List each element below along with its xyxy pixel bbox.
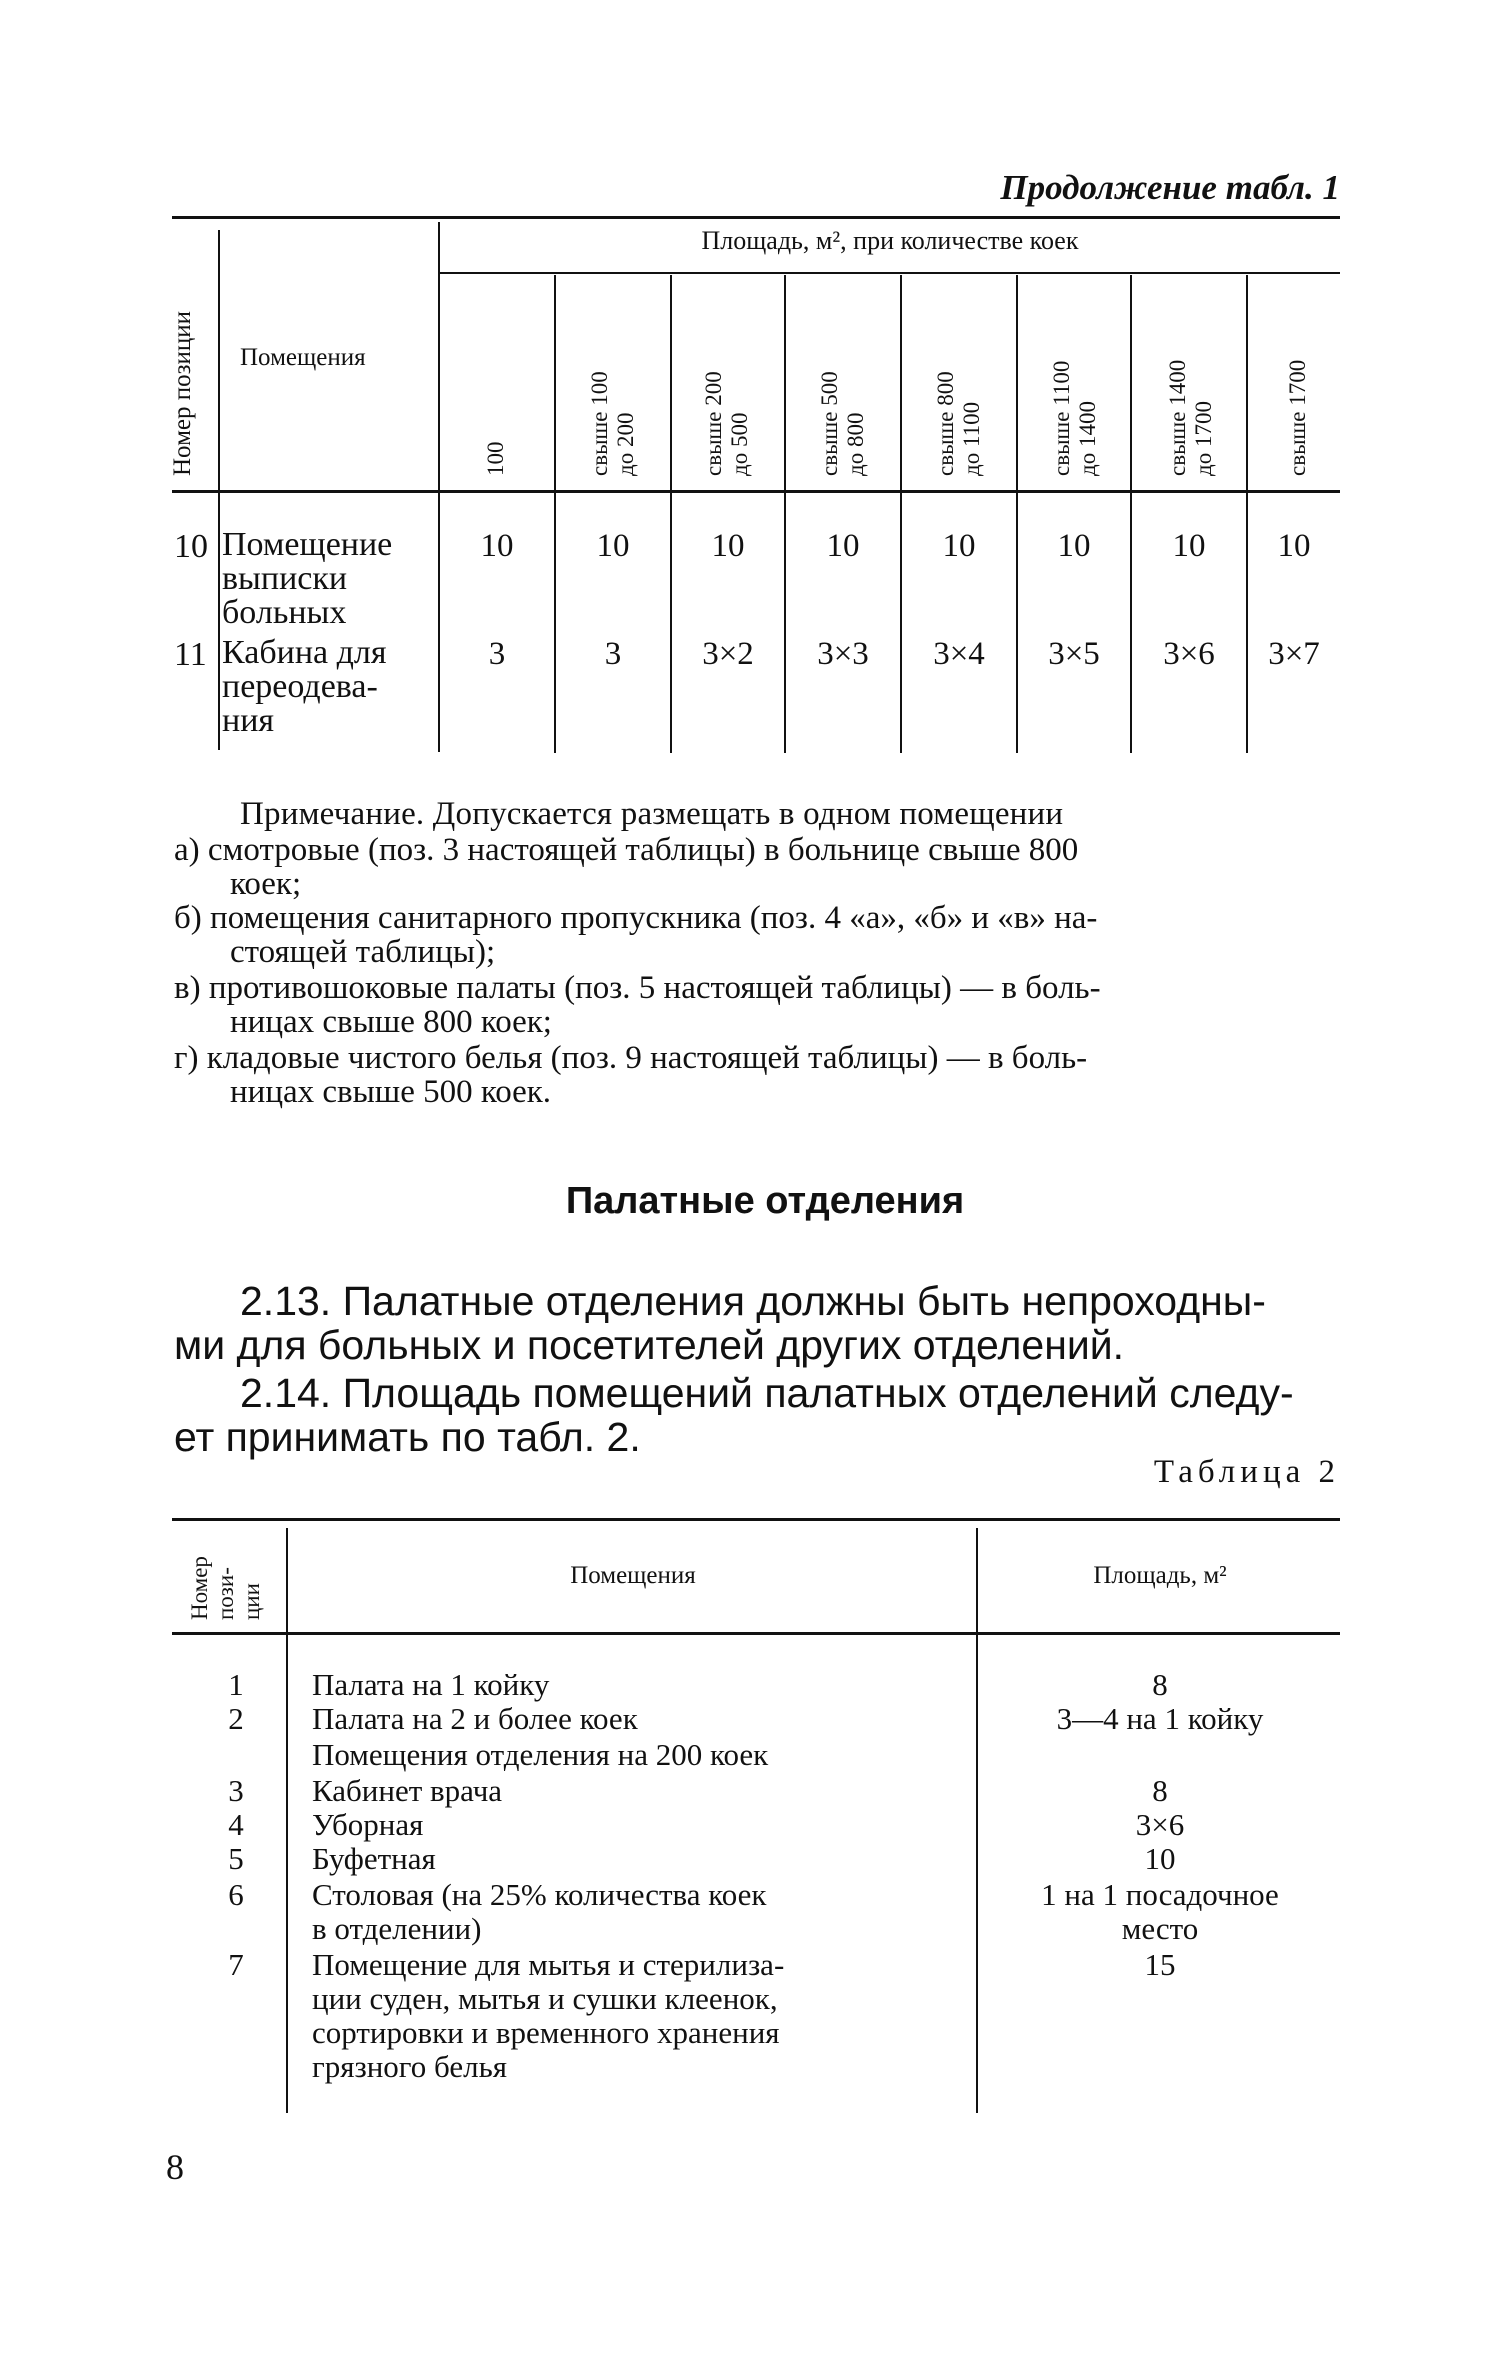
table-1-cell: 3 xyxy=(488,636,506,672)
table-1-cell: 10 xyxy=(1277,528,1311,564)
note-line: а) смотровые (поз. 3 настоящей таблицы) в больнице свыше 800 xyxy=(174,832,1079,868)
table-1-vline xyxy=(1246,275,1248,753)
table-2-top-rule xyxy=(172,1518,1340,1521)
bed-col-header: до 800 xyxy=(843,412,868,476)
table-1-vline xyxy=(1130,275,1132,753)
table-2-row-area: 1 на 1 посадочное xyxy=(1041,1877,1279,1912)
table-2-vline xyxy=(976,1528,978,2113)
table-1-vline xyxy=(554,275,556,753)
table-1-cell: 10 xyxy=(1172,528,1206,564)
table-1-vline xyxy=(218,230,220,750)
table-2-subheading: Помещения отделения на 200 коек xyxy=(312,1737,769,1772)
section-title: Палатные отделения xyxy=(565,1180,965,1222)
table-1-row-num: 11 xyxy=(174,636,207,673)
note-line: ницах свыше 500 коек. xyxy=(230,1074,552,1110)
table-2-row-area: место xyxy=(1121,1911,1199,1946)
table-1-vline xyxy=(900,275,902,753)
row-name-line: больных xyxy=(222,594,347,631)
table-1-cell: 10 xyxy=(480,528,514,564)
table-1-vline xyxy=(1016,275,1018,753)
bed-col-header: до 1100 xyxy=(959,401,984,476)
table-2-row-area: 3—4 на 1 койку xyxy=(1056,1701,1264,1736)
bed-col-header: свыше 1100 xyxy=(1049,360,1074,476)
row-name-line: Кабина для xyxy=(222,634,387,671)
bed-col-header: до 1400 xyxy=(1075,401,1100,476)
table-2-header-rule xyxy=(172,1632,1340,1635)
table-1-cell: 10 xyxy=(826,528,860,564)
note-line: б) помещения санитарного пропускника (поз. 4 «а», «б» и «в» на- xyxy=(174,900,1098,936)
bed-col-header: до 500 xyxy=(727,412,752,476)
note-line: стоящей таблицы); xyxy=(230,934,496,970)
table-2-row-name: Столовая (на 25% количества коек xyxy=(312,1877,767,1912)
table-2-row-num: 1 xyxy=(228,1667,244,1702)
table-1-cell: 3×5 xyxy=(1048,636,1100,672)
bed-col-header: свыше 1700 xyxy=(1285,359,1310,476)
table-2-row-area: 15 xyxy=(1144,1947,1176,1982)
table-2-row-name: ции суден, мытья и сушки клеенок, xyxy=(312,1981,778,2016)
table-1-row-name xyxy=(222,636,387,738)
table-2-col-rooms-header: Помещения xyxy=(570,1562,696,1589)
table-1-cell: 10 xyxy=(1057,528,1091,564)
table-2-row-area: 10 xyxy=(1144,1841,1176,1876)
table-1-cell: 3×2 xyxy=(702,636,754,672)
table-2-row-area: 8 xyxy=(1152,1773,1168,1808)
table-2-row-name: сортировки и временного хранения xyxy=(312,2015,780,2050)
table-2-row-name: Палата на 2 и более коек xyxy=(312,1701,638,1736)
paragraph-line: 2.14. Площадь помещений палатных отделений следу- xyxy=(240,1370,1294,1416)
note-line: коек; xyxy=(230,866,302,902)
paragraph-line: ет принимать по табл. 2. xyxy=(174,1414,641,1460)
paragraph-line: ми для больных и посетителей других отделений. xyxy=(174,1322,1125,1368)
bed-col-header: до 200 xyxy=(613,412,638,476)
bed-col-header: до 1700 xyxy=(1191,401,1216,476)
table-1-cell: 3×7 xyxy=(1268,636,1320,672)
table-2-caption: Таблица 2 xyxy=(1153,1454,1340,1490)
table-1-row-num: 10 xyxy=(174,528,208,565)
note-line: г) кладовые чистого белья (поз. 9 настоящей таблицы) — в боль- xyxy=(174,1040,1088,1076)
table-1-cell: 3×4 xyxy=(933,636,985,672)
note-line: Примечание. Допускается размещать в одном помещении xyxy=(240,796,1064,832)
table-2-row-num: 4 xyxy=(228,1807,244,1842)
table-1-top-rule xyxy=(172,216,1340,219)
table-1-cell: 10 xyxy=(596,528,630,564)
row-name-line: выписки xyxy=(222,560,348,597)
bed-col-header: свыше 100 xyxy=(587,371,612,476)
table-1-cell: 3×6 xyxy=(1163,636,1215,672)
table-2-row-num: 3 xyxy=(228,1773,244,1808)
table-2-col-position-header: пози- xyxy=(213,1567,238,1620)
table-continuation-label: Продолжение табл. 1 xyxy=(1000,168,1340,207)
table-1-col-position-header: Номер позиции xyxy=(169,310,196,476)
table-2-row-num: 6 xyxy=(228,1877,244,1912)
table-2-col-position-header: ции xyxy=(239,1583,264,1620)
table-1-cell: 10 xyxy=(711,528,745,564)
row-name-line: ния xyxy=(222,702,275,739)
bed-col-header: свыше 1400 xyxy=(1165,359,1190,476)
table-1-vline xyxy=(670,275,672,753)
table-2-row-num: 2 xyxy=(228,1701,244,1736)
table-1-row-name xyxy=(222,528,392,630)
table-2-vline xyxy=(286,1528,288,2113)
bed-col-header: свыше 800 xyxy=(933,371,958,476)
table-2-row-name: в отделении) xyxy=(312,1911,482,1946)
table-2-row-name: Палата на 1 койку xyxy=(312,1667,550,1702)
table-2-row-name: Помещение для мытья и стерилиза- xyxy=(312,1947,785,1982)
table-2-row-area: 8 xyxy=(1152,1667,1168,1702)
table-2-row-name: Уборная xyxy=(312,1807,424,1842)
table-1-cell: 10 xyxy=(942,528,976,564)
row-name-line: Помещение xyxy=(222,526,393,563)
table-2-col-position-header: Номер xyxy=(187,1556,212,1620)
table-1-cell: 3×3 xyxy=(817,636,869,672)
table-2-row-area: 3×6 xyxy=(1135,1807,1185,1842)
bed-col-header: свыше 200 xyxy=(701,371,726,476)
table-2-row-num: 7 xyxy=(228,1947,244,1982)
note-line: в) противошоковые палаты (поз. 5 настоящей таблицы) — в боль- xyxy=(174,970,1101,1006)
table-1-area-subrule xyxy=(440,272,1340,274)
table-1-cell: 3 xyxy=(604,636,622,672)
table-2-row-name: Кабинет врача xyxy=(312,1773,503,1808)
table-1-header-rule xyxy=(172,490,1340,493)
note-line: ницах свыше 800 коек; xyxy=(230,1004,552,1040)
table-2-row-name: грязного белья xyxy=(312,2049,507,2084)
table-2-col-area-header: Площадь, м² xyxy=(1093,1562,1227,1589)
table-1-col-rooms-header: Помещения xyxy=(240,344,366,371)
bed-col-header: 100 xyxy=(483,441,508,476)
table-1-col-area-header: Площадь, м², при количестве коек xyxy=(701,226,1079,255)
table-2-row-name: Буфетная xyxy=(312,1841,436,1876)
table-2-row-num: 5 xyxy=(228,1841,244,1876)
paragraph-line: 2.13. Палатные отделения должны быть непроходны- xyxy=(240,1278,1266,1324)
row-name-line: переодева- xyxy=(222,668,378,705)
bed-col-header: свыше 500 xyxy=(817,371,842,476)
page-number: 8 xyxy=(166,2147,184,2187)
table-1-vline xyxy=(784,275,786,753)
